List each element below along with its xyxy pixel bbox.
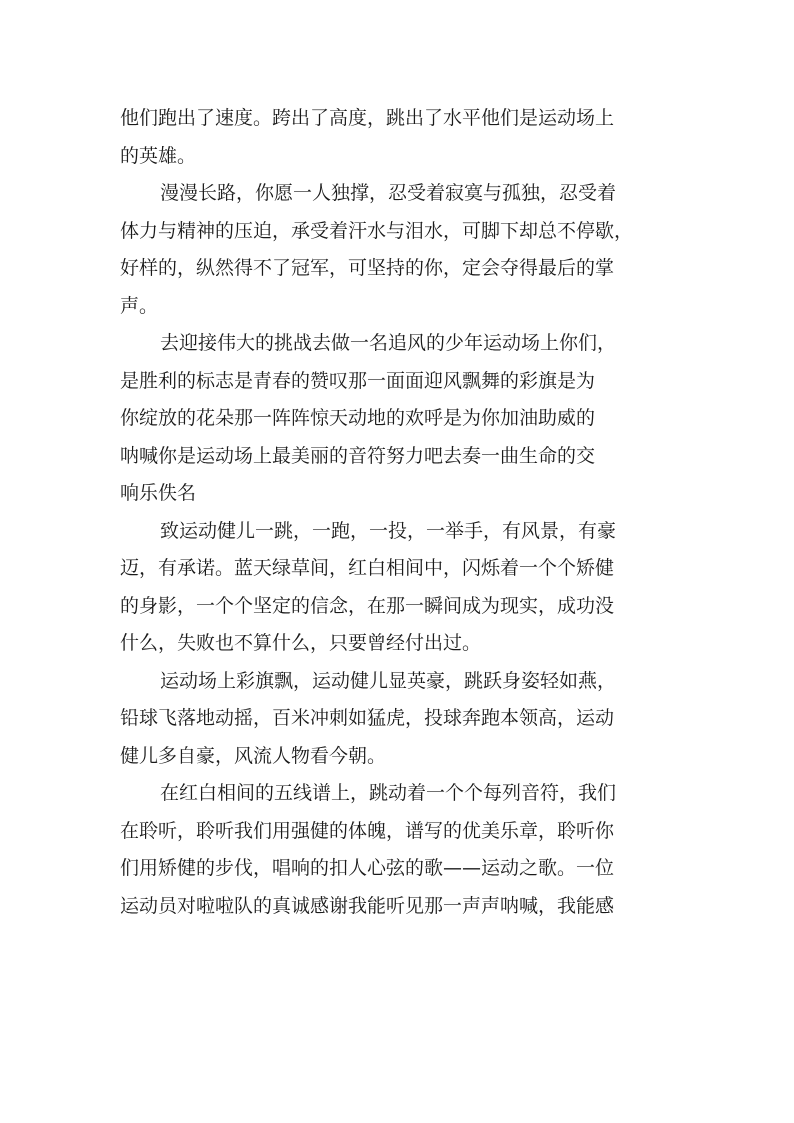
paragraph bbox=[120, 663, 680, 776]
text-line: 去迎接伟大的挑战去做一名追风的少年运动场上你们， bbox=[160, 332, 617, 354]
paragraph bbox=[120, 100, 680, 175]
text-line: 运动场上彩旗飘，运动健儿显英豪，跳跃身姿轻如燕， bbox=[160, 669, 617, 692]
text-line: 在聆听，聆听我们用强健的体魄，谱写的优美乐章，聆听你 bbox=[120, 819, 615, 842]
text-line: 运动员对啦啦队的真诚感谢我能听见那一声声呐喊，我能感 bbox=[120, 894, 615, 917]
text-line: 是胜利的标志是青春的赞叹那一面面迎风飘舞的彩旗是为 bbox=[120, 369, 596, 392]
text-line: 的身影，一个个坚定的信念，在那一瞬间成为现实，成功没 bbox=[120, 594, 615, 617]
paragraph bbox=[120, 513, 680, 663]
paragraph bbox=[120, 175, 680, 325]
text-line: 他们跑出了速度。跨出了高度，跳出了水平他们是运动场上 bbox=[120, 107, 615, 129]
text-line: 呐喊你是运动场上最美丽的音符努力吧去奏一曲生命的交 bbox=[120, 444, 596, 467]
text-line: 声。 bbox=[120, 294, 159, 317]
text-line: 漫漫长路，你愿一人独撑，忍受着寂寞与孤独，忍受着 bbox=[160, 182, 617, 204]
text-line: 响乐佚名 bbox=[120, 482, 197, 504]
text-line: 的英雄。 bbox=[120, 144, 197, 167]
text-line: 好样的，纵然得不了冠军，可坚持的你，定会夺得最后的掌 bbox=[120, 257, 615, 279]
paragraph bbox=[120, 775, 680, 925]
text-line: 体力与精神的压迫，承受着汗水与泪水，可脚下却总不停歇， bbox=[120, 219, 634, 242]
text-line: 在红白相间的五线谱上，跳动着一个个每列音符，我们 bbox=[160, 782, 617, 804]
text-line: 们用矫健的步伐，唱响的扣人心弦的歌——运动之歌。一位 bbox=[120, 857, 615, 879]
document-body bbox=[120, 100, 680, 925]
text-line: 致运动健儿一跳，一跑，一投，一举手，有风景，有豪 bbox=[160, 519, 617, 542]
text-line: 你绽放的花朵那一阵阵惊天动地的欢呼是为你加油助威的 bbox=[120, 407, 596, 429]
text-line: 铅球飞落地动摇，百米冲刺如猛虎，投球奔跑本领高，运动 bbox=[120, 707, 615, 729]
paragraph bbox=[120, 325, 680, 513]
text-line: 健儿多自豪，风流人物看今朝。 bbox=[120, 744, 387, 767]
text-line: 迈，有承诺。蓝天绿草间，红白相间中，闪烁着一个个矫健 bbox=[120, 557, 615, 579]
text-line: 什么，失败也不算什么，只要曾经付出过。 bbox=[120, 632, 482, 654]
